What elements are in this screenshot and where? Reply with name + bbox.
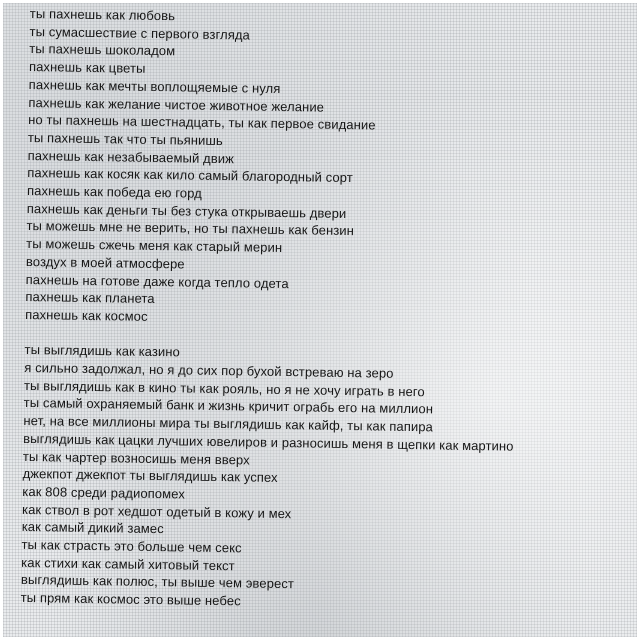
poem-line: пахнешь как деньги ты без стука открываешь двери — [26, 200, 347, 221]
poem-line: как 808 среди радиопомех — [22, 483, 185, 502]
poem-line: пахнешь как цветы — [28, 59, 146, 76]
poem-line: пахнешь как космос — [25, 306, 148, 324]
poem-line: пахнешь как планета — [25, 289, 155, 307]
stanza-look — [21, 341, 625, 616]
poem-line: нет, на все миллионы мира ты выглядишь как кайф, ты как папира — [23, 413, 434, 435]
poem-line: ты пахнешь так что ты пьянишь — [27, 129, 223, 148]
poem-line: но ты пахнешь на шестнадцать, ты как первое свидание — [28, 112, 376, 133]
poem-line: как стихи как самый хитовый текст — [21, 554, 235, 574]
poem-line: ты выглядишь как в кино ты как рояль, но я не хочу играть в него — [23, 377, 425, 399]
poem-line: ты пахнешь шоколадом — [29, 41, 176, 59]
poem-line: ты как чартер возносишь меня вверх — [22, 448, 250, 468]
poem-line: выглядишь как полюс, ты выше чем эверест — [20, 572, 295, 592]
poem-line: пахнешь как мечты воплощяемые с нуля — [28, 76, 281, 96]
poem-line: воздух в моей атмосфере — [25, 253, 185, 272]
poem-line: ты самый охраняемый банк и жизнь кричит ограбь его на миллион — [23, 395, 434, 417]
stanza-smell — [25, 5, 630, 333]
poem-line: как самый дикий замес — [21, 519, 164, 537]
poem-line: как ствол в рот хедшот одетый в кожу и мех — [21, 501, 292, 521]
poem-line: пахнешь как косяк как кило самый благородный сорт — [27, 165, 353, 186]
poem-line: пахнешь как незабываемый движ — [27, 147, 235, 166]
poem-line: ты сумасшествие с первого взгляда — [29, 23, 251, 43]
poem-text — [21, 5, 630, 616]
paper-photo — [3, 3, 637, 637]
poem-line: ты можешь мне не верить, но ты пахнешь как бензин — [26, 218, 355, 239]
poem-line: ты прям как космос это выше небес — [20, 590, 241, 609]
poem-line: ты выглядишь как казино — [24, 342, 181, 360]
poem-line: пахнешь как победа ею горд — [26, 183, 203, 201]
poem-line: я сильно задолжал, но я до сих пор бухой встреваю на зеро — [24, 360, 394, 381]
poem-line: пахнешь на готове даже когда тепло одета — [25, 271, 289, 291]
poem-line: выглядишь как цацки лучших ювелиров и разносишь меня в щепки как мартино — [23, 430, 514, 454]
poem-line: джекпот джекпот ты выглядишь как успех — [22, 466, 278, 486]
poem-line: ты пахнешь как любовь — [29, 5, 176, 24]
poem-line: ты как страсть это больше чем секс — [21, 537, 242, 556]
poem-line: ты можешь сжечь меня как старый мерин — [26, 236, 283, 256]
poem-line: пахнешь как желание чистое животное желание — [28, 94, 325, 115]
